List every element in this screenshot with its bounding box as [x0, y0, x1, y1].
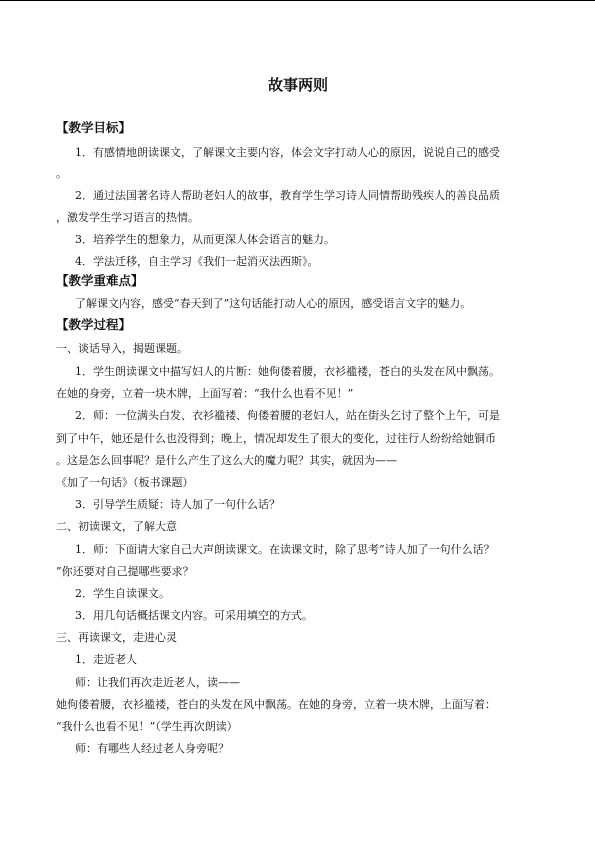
top-border-line: [0, 0, 595, 1]
objective-1-line-2: 。: [56, 167, 67, 180]
process-line-16: 师：让我们再次走近老人，读——: [75, 676, 240, 689]
section-heading-key-points: 【教学重难点】: [56, 273, 144, 288]
objective-3: 3．培养学生的想象力，从而更深人体会语言的魅力。: [75, 233, 335, 246]
section-heading-process: 【教学过程】: [56, 317, 132, 332]
process-line-3: 在她的身旁，立着一块木牌，上面写着：“我什么也看不见！”: [56, 387, 354, 400]
process-line-18: “我什么也看不见！”（学生再次朗读）: [56, 720, 238, 733]
objective-2-line-1: 2．通过法国著名诗人帮助老妇人的故事，教育学生学习诗人同情帮助残疾人的善良品质: [75, 189, 500, 202]
process-line-15: 1．走近老人: [75, 653, 137, 666]
process-line-1: 一、谈话导入，揭题课题。: [56, 342, 188, 355]
process-line-8: 3．引导学生质疑：诗人加了一句什么话？: [75, 498, 280, 511]
process-line-2: 1．学生朗读课文中描写妇人的片断：她佝偻着腰，衣衫褴褛，苍白的头发在风中飘荡。: [75, 365, 500, 378]
process-line-17: 她佝偻着腰，衣衫褴褛，苍白的头发在风中飘荡。在她的身旁，立着一块木牌，上面写着：: [56, 698, 496, 711]
process-line-10: 1．师：下面请大家自己大声朗读课文。在读课文时，除了思考“诗人加了一句什么话？: [75, 543, 495, 556]
process-line-7: 《加了一句话》（板书课题）: [56, 476, 194, 489]
process-line-11: ”你还要对自己提哪些要求？: [56, 565, 194, 578]
process-line-9: 二、初读课文，了解大意: [56, 520, 177, 533]
process-line-14: 三、再读课文，走进心灵: [56, 631, 177, 644]
process-line-19: 师：有哪些人经过老人身旁呢？: [75, 742, 229, 755]
process-line-12: 2．学生自读课文。: [75, 587, 170, 600]
key-points-text: 了解课文内容，感受“春天到了”这句话能打动人心的原因，感受语言文字的魅力。: [75, 297, 472, 310]
document-title: 故事两则: [267, 76, 328, 94]
objective-4: 4．学法迁移，自主学习《我们一起消灭法西斯》。: [75, 255, 319, 268]
process-line-13: 3．用几句话概括课文内容。可采用填空的方式。: [75, 609, 313, 622]
objective-1-line-1: 1．有感情地朗读课文，了解课文主要内容，体会文字打动人心的原因，说说自己的感受: [75, 146, 500, 159]
process-line-5: 到了中午，她还是什么也没得到；晚上，情况却发生了很大的变化，过往行人纷纷给她铜币: [56, 432, 496, 445]
section-heading-objectives: 【教学目标】: [56, 120, 132, 135]
objective-2-line-2: ，激发学生学习语言的热情。: [56, 211, 199, 224]
process-line-4: 2．师：一位满头白发、衣衫褴褛、佝偻着腰的老妇人，站在街头乞讨了整个上午，可是: [75, 409, 500, 422]
process-line-6: 。这是怎么回事呢？是什么产生了这么大的魔力呢？其实，就因为——: [56, 454, 397, 467]
